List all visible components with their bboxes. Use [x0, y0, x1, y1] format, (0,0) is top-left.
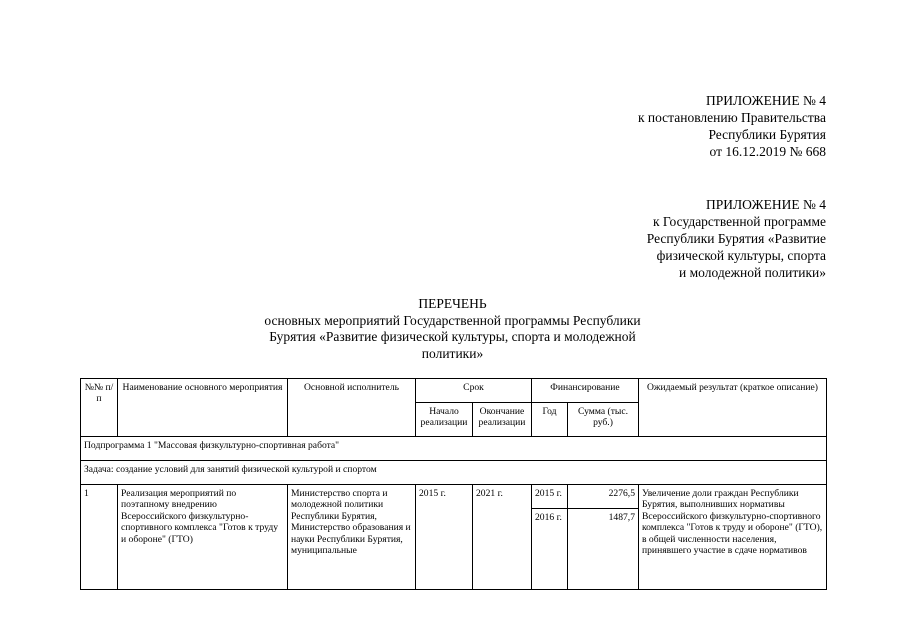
row-num: 1: [81, 485, 118, 590]
task-title: Задача: создание условий для занятий физической культурой и спортом: [81, 461, 827, 485]
appendix-line: Республики Бурятия: [708, 127, 826, 142]
subprogram-title: Подпрограмма 1 "Массовая физкультурно-спортивная работа": [81, 437, 827, 461]
header-row: [81, 379, 827, 403]
appendix-to-resolution: [638, 92, 826, 160]
table-row: [81, 485, 827, 509]
header-term-start: Начало реализации: [416, 403, 473, 437]
header-finance-sum: Сумма (тыс. руб.): [568, 403, 639, 437]
row-executor: Министерство спорта и молодежной политики Республики Бурятия, Министерство образования и науки Республики Бурятия, муниципальные: [288, 485, 416, 590]
title-line: основных мероприятий Государственной программы Республики: [264, 312, 641, 328]
document-title: [240, 296, 665, 362]
row-finance-sum: 1487,7: [568, 509, 639, 590]
appendix-heading: ПРИЛОЖЕНИЕ № 4: [705, 93, 826, 108]
appendix-heading: ПРИЛОЖЕНИЕ № 4: [705, 197, 826, 212]
header-executor: Основной исполнитель: [288, 379, 416, 437]
task-row: [81, 461, 827, 485]
row-finance-year: 2015 г.: [532, 485, 568, 509]
measures-table: [80, 378, 827, 590]
subprogram-row: [81, 437, 827, 461]
appendix-date: от 16.12.2019 № 668: [709, 144, 826, 159]
row-finance-sum: 2276,5: [568, 485, 639, 509]
title-line: Бурятия «Развитие физической культуры, спорта и молодежной: [269, 329, 636, 344]
appendix-line: физической культуры, спорта: [656, 248, 826, 263]
appendix-line: Республики Бурятия «Развитие: [646, 231, 826, 246]
appendix-line: к Государственной программе: [652, 214, 826, 229]
row-result: Увеличение доли граждан Республики Бурятия, выполнивших нормативы Всероссийского физкультурно-спортивного комплекса "Готов к труду и обороне" (ГТО), в общей численности населения, принявшего участие в сдаче нормативов: [639, 485, 827, 590]
row-finance-year: 2016 г.: [532, 509, 568, 590]
appendix-line: к постановлению Правительства: [637, 110, 826, 125]
appendix-to-program: [647, 196, 826, 281]
header-finance: Финансирование: [532, 379, 639, 403]
title-line: политики»: [421, 345, 484, 361]
header-term: Срок: [416, 379, 532, 403]
row-term-start: 2015 г.: [416, 485, 473, 590]
header-name: Наименование основного мероприятия: [118, 379, 288, 437]
title-heading: ПЕРЕЧЕНЬ: [418, 296, 487, 311]
header-result: Ожидаемый результат (краткое описание): [639, 379, 827, 437]
row-measure-name: Реализация мероприятий по поэтапному внедрению Всероссийского физкультурно-спортивного комплекса "Готов к труду и обороне" (ГТО): [118, 485, 288, 590]
appendix-line: и молодежной политики»: [679, 265, 826, 280]
header-num: №№ п/п: [81, 379, 118, 437]
header-finance-year: Год: [532, 403, 568, 437]
header-term-end: Окончание реализации: [473, 403, 532, 437]
row-term-end: 2021 г.: [473, 485, 532, 590]
